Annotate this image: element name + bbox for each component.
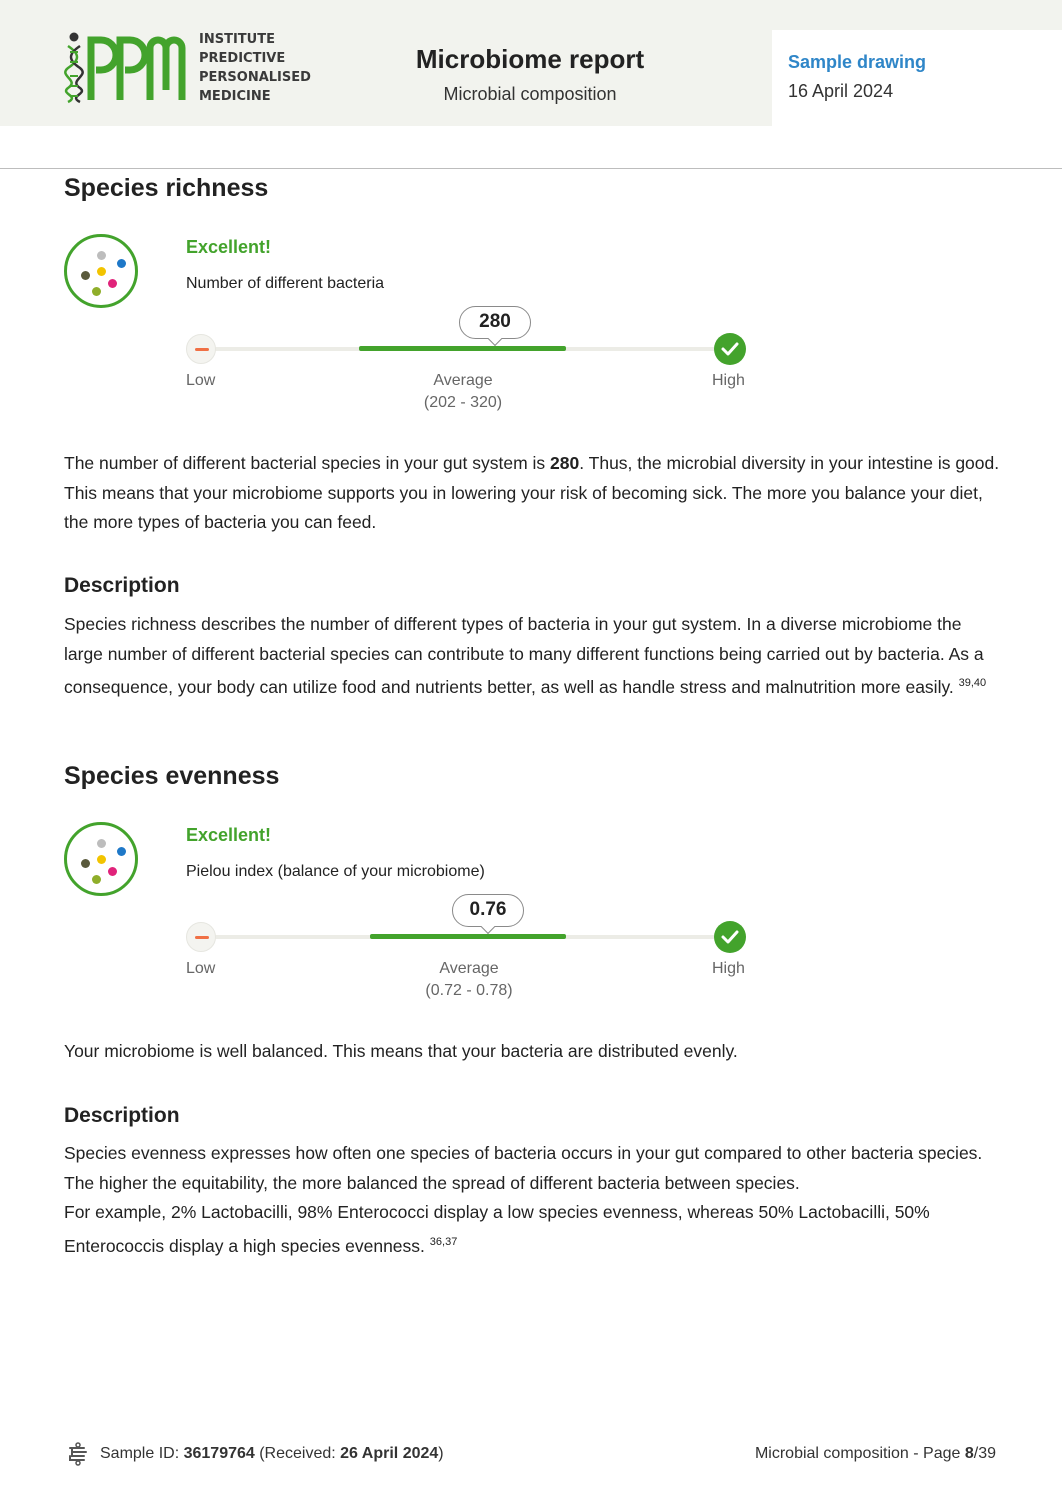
ppm-logo-mark [64,30,194,104]
sample-tube-icon [66,1442,90,1471]
richness-description-heading: Description [64,574,180,597]
high-check-icon [714,333,746,365]
scale-average-range: (202 - 320) [423,394,503,411]
richness-description: Species richness describes the number of different types of bacteria in your gut system. In a diverse microbiome the large number of different bacterial species can contribute to many different functions being carried out by bacteria. As a consequence, your body can utilize food and nutrients better, as well as handle stress and malnutrition more easily. $^{39,40}$ [64,614,987,697]
evenness-status: Excellent! [186,825,272,845]
low-minus-icon [186,922,216,952]
footer-sample-id: Sample ID: 36179764 (Received: 26 April 2024) [100,1445,444,1462]
scale-average-label: Average [433,372,493,389]
richness-average-range-bar [359,346,566,351]
evenness-average-range-bar [370,934,566,939]
reference-citation: 36,37 [429,1235,458,1248]
bacteria-dots-icon [64,822,138,896]
report-title: Microbiome report [415,44,645,74]
logo-line: MEDICINE [199,89,271,104]
scale-low-label: Low [186,372,216,389]
footer-page-number: Microbial composition - Page 8/39 [754,1445,996,1462]
richness-title: Species richness [64,174,269,202]
evenness-description-line: Species evenness expresses how often one species of bacteria occurs in your gut compared to other bacteria species. The higher the equitability, the more balanced the spread of different bacteria between species. [64,1143,983,1193]
logo-line: INSTITUTE [199,32,275,47]
high-check-icon [714,921,746,953]
richness-summary: The number of different bacterial species in your gut system is 280. Thus, the microbial diversity in your intestine is good. This means that your microbiome supports you in lowering your risk of becoming sick. The more you balance your diet, the more types of bacteria you can feed. [64,453,1000,532]
evenness-summary: Your microbiome is well balanced. This means that your bacteria are distributed evenly. [64,1041,738,1061]
evenness-description-line: For example, 2% Lactobacilli, 98% Enterococci display a low species evenness, whereas 50% Lactobacilli, 50% Enterococcis display a high species evenness. $^{36,37}$ [64,1202,930,1256]
scale-low-label: Low [186,960,216,977]
evenness-description-heading: Description [64,1104,180,1127]
evenness-description [64,1139,1004,1261]
bacteria-dots-icon [64,234,138,308]
scale-high-label: High [712,960,745,977]
scale-high-label: High [712,372,745,389]
logo-wordmark [199,30,311,106]
low-minus-icon [186,334,216,364]
header-divider [0,168,1062,169]
scale-average-range: (0.72 - 0.78) [425,982,513,999]
richness-value-bubble: 280 [459,306,531,339]
sample-drawing-label: Sample drawing [788,52,927,72]
richness-metric-label: Number of different bacteria [186,275,385,292]
logo-line: PERSONALISED [199,70,311,85]
evenness-metric-label: Pielou index (balance of your microbiome) [186,863,485,880]
scale-average-label: Average [439,960,499,977]
ppm-logo [64,30,311,104]
richness-status: Excellent! [186,237,272,257]
evenness-title: Species evenness [64,762,280,790]
reference-citation: 39,40 [958,677,987,689]
sample-date: 16 April 2024 [788,81,894,101]
logo-line: PREDICTIVE [199,51,286,66]
header-sample-panel [772,30,1062,130]
evenness-value-bubble: 0.76 [452,894,524,927]
report-subtitle: Microbial composition [443,84,617,104]
